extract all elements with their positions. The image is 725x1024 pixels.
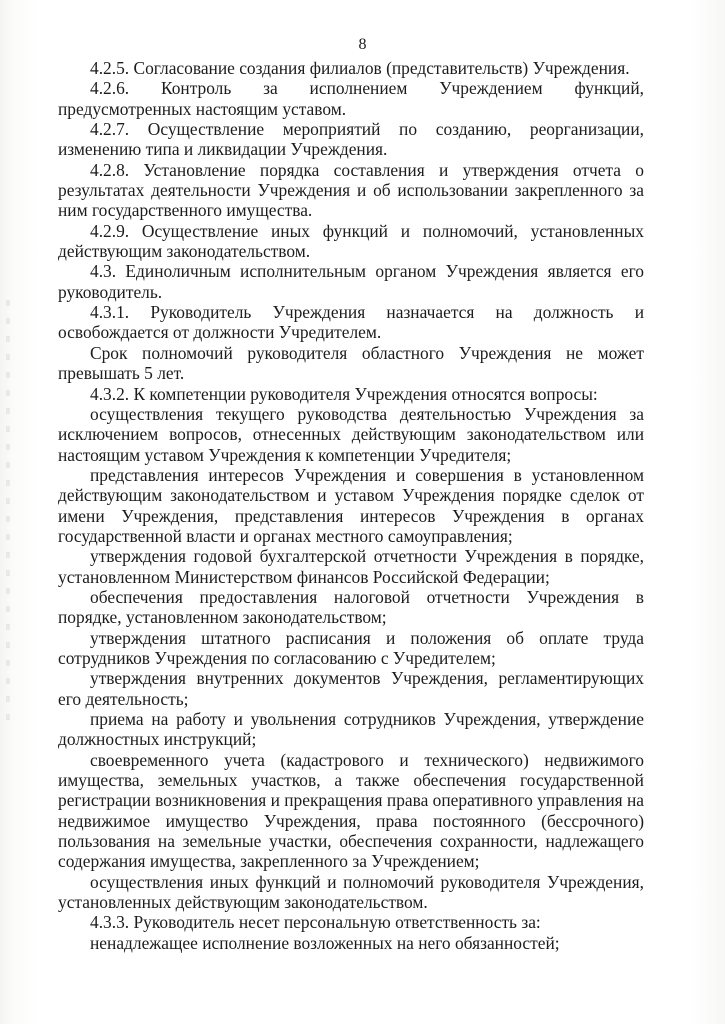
document-body: [58, 58, 644, 953]
paragraph-4-2-9: 4.2.9. Осуществление иных функций и полномочий, установленных действующим законодательством.: [58, 220, 644, 262]
competence-item: утверждения годовой бухгалтерской отчетности Учреждения в порядке, установленном Министерством финансов Российской Федерации;: [58, 546, 644, 587]
paragraph-4-3-2: 4.3.2. К компетенции руководителя Учреждения относятся вопросы:: [90, 383, 598, 404]
competence-item: осуществления текущего руководства деятельностью Учреждения за исключением вопросов, отнесенных действующим законодательством или настоящим уставом Учреждения к компетенции Учредителя;: [58, 403, 644, 465]
competence-item: приема на работу и увольнения сотрудников Учреждения, утверждение должностных инструкций;: [58, 709, 644, 750]
paragraph-4-3-1: 4.3.1. Руководитель Учреждения назначается на должность и освобождается от должности Учредителем.: [58, 302, 644, 343]
paragraph-4-2-6: 4.2.6. Контроль за исполнением Учреждением функций, предусмотренных настоящим уставом.: [58, 78, 644, 119]
competence-item: осуществления иных функций и полномочий руководителя Учреждения, установленных действующим законодательством.: [58, 871, 644, 913]
competence-item: обеспечения предоставления налоговой отчетности Учреждения в порядке, установленном законодательством;: [58, 586, 644, 628]
scan-edge-shadow: [6, 300, 10, 720]
paragraph-4-2-5: 4.2.5. Согласование создания филиалов (представительств) Учреждения.: [90, 58, 630, 78]
paragraph-4-2-7: 4.2.7. Осуществление мероприятий по созданию, реорганизации, изменению типа и ликвидации Учреждения.: [58, 119, 644, 160]
paragraph-4-3-3: 4.3.3. Руководитель несет персональную ответственность за:: [90, 912, 541, 933]
paragraph-term-of-office: Срок полномочий руководителя областного Учреждения не может превышать 5 лет.: [58, 342, 644, 384]
competence-item: представления интересов Учреждения и совершения в установленном действующим законодательством и уставом Учреждения порядке сделок от имени Учреждения, представления интересов Учреждения в органах государственной власти и органах местного самоуправления;: [58, 464, 644, 546]
responsibility-item: ненадлежащее исполнение возложенных на него обязанностей;: [90, 932, 560, 953]
competence-item: своевременного учета (кадастрового и технического) недвижимого имущества, земельных участков, а также обеспечения государственной регистрации возникновения и прекращения права оперативного управления на недвижимое имущество Учреждения, права постоянного (бессрочного) пользования на земельные участки, обеспечения сохранности, надлежащего содержания имущества, закрепленного за Учреждением;: [58, 749, 644, 872]
page-number: 8: [358, 36, 367, 53]
competence-item: утверждения штатного расписания и положения об оплате труда сотрудников Учреждения по согласованию с Учредителем;: [58, 627, 644, 668]
paragraph-4-3: 4.3. Единоличным исполнительным органом Учреждения является его руководитель.: [58, 261, 644, 302]
competence-item: утверждения внутренних документов Учреждения, регламентирующих его деятельность;: [58, 668, 644, 709]
paragraph-4-2-8: 4.2.8. Установление порядка составления и утверждения отчета о результатах деятельности Учреждения и об использовании закрепленного за ним государственного имущества.: [58, 159, 644, 221]
